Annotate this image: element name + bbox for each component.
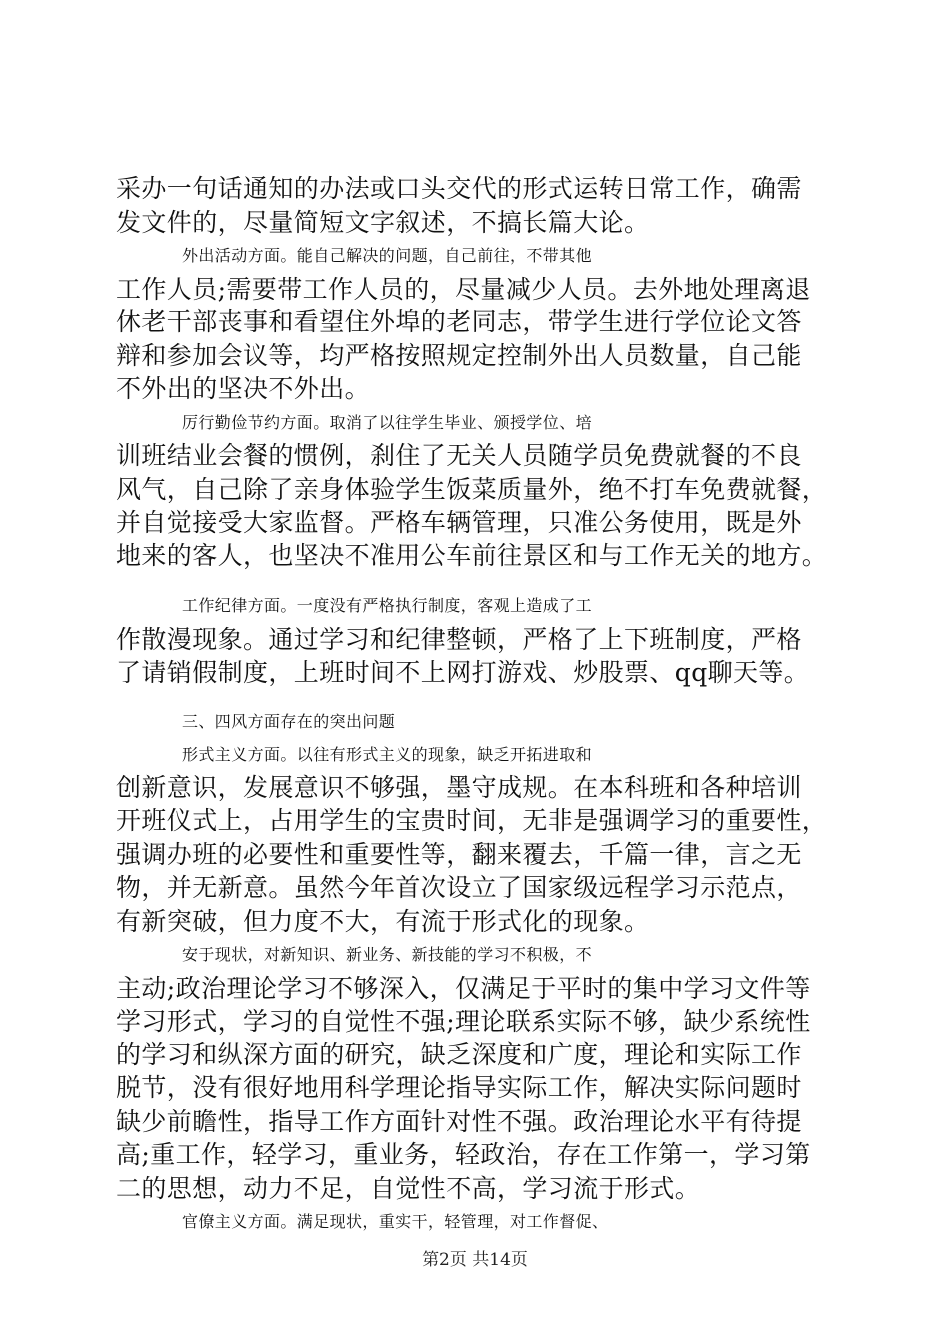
text-line: 强调办班的必要性和重要性等，翻来覆去，千篇一律，言之无 bbox=[116, 840, 802, 869]
text-line: 了请销假制度，上班时间不上网打游戏、炒股票、qq聊天等。 bbox=[116, 658, 810, 687]
paragraph-start-line: 安于现状，对新知识、新业务、新技能的学习不积极，不 bbox=[182, 945, 593, 964]
text-line: 学习形式，学习的自觉性不强;理论联系实际不够，缺少系统性 bbox=[116, 1007, 811, 1036]
text-line: 不外出的坚决不外出。 bbox=[116, 374, 371, 403]
text-line: 工作人员;需要带工作人员的，尽量减少人员。去外地处理离退 bbox=[116, 275, 811, 304]
text-line: 并自觉接受大家监督。严格车辆管理，只准公务使用，既是外 bbox=[116, 508, 802, 537]
text-line: 休老干部丧事和看望住外埠的老同志，带学生进行学位论文答 bbox=[116, 307, 802, 336]
text-line: 训班结业会餐的惯例，刹住了无关人员随学员免费就餐的不良 bbox=[116, 441, 802, 470]
text-line: 脱节，没有很好地用科学理论指导实际工作，解决实际问题时 bbox=[116, 1073, 802, 1102]
text-line: 作散漫现象。通过学习和纪律整顿，严格了上下班制度，严格 bbox=[116, 625, 802, 654]
text-line: 辩和参加会议等，均严格按照规定控制外出人员数量，自己能 bbox=[116, 341, 802, 370]
section-heading: 三、四风方面存在的突出问题 bbox=[182, 712, 396, 731]
paragraph-start-line: 厉行勤俭节约方面。取消了以往学生毕业、颁授学位、培 bbox=[182, 413, 593, 432]
paragraph-start-line: 形式主义方面。以往有形式主义的现象，缺乏开拓进取和 bbox=[182, 745, 593, 764]
text-line: 缺少前瞻性，指导工作方面针对性不强。政治理论水平有待提 bbox=[116, 1107, 802, 1136]
text-line: 开班仪式上，占用学生的宝贵时间，无非是强调学习的重要性， bbox=[116, 806, 828, 835]
text-line: 有新突破，但力度不大，有流于形式化的现象。 bbox=[116, 907, 650, 936]
text-line: 的学习和纵深方面的研究，缺乏深度和广度，理论和实际工作 bbox=[116, 1040, 802, 1069]
text-line: 高;重工作，轻学习，重业务，轻政治，存在工作第一，学习第 bbox=[116, 1140, 811, 1169]
page-number-footer: 第2页 共14页 bbox=[422, 1250, 528, 1270]
text-line: 采办一句话通知的办法或口头交代的形式运转日常工作，确需 bbox=[116, 174, 802, 203]
text-line: 创新意识，发展意识不够强，墨守成规。在本科班和各种培训 bbox=[116, 773, 802, 802]
paragraph-start-line: 外出活动方面。能自己解决的问题，自己前往，不带其他 bbox=[182, 246, 593, 265]
paragraph-start-line: 工作纪律方面。一度没有严格执行制度，客观上造成了工 bbox=[182, 596, 593, 615]
text-line: 地来的客人，也坚决不准用公车前往景区和与工作无关的地方。 bbox=[116, 541, 828, 570]
text-line: 发文件的，尽量简短文字叙述，不搞长篇大论。 bbox=[116, 208, 650, 237]
text-line: 主动;政治理论学习不够深入，仅满足于平时的集中学习文件等 bbox=[116, 974, 811, 1003]
paragraph-start-line: 官僚主义方面。满足现状，重实干，轻管理，对工作督促、 bbox=[182, 1212, 609, 1231]
text-line: 物，并无新意。虽然今年首次设立了国家级远程学习示范点， bbox=[116, 873, 802, 902]
text-line: 风气，自己除了亲身体验学生饭菜质量外，绝不打车免费就餐， bbox=[116, 475, 828, 504]
text-line: 二的思想，动力不足，自觉性不高，学习流于形式。 bbox=[116, 1174, 701, 1203]
